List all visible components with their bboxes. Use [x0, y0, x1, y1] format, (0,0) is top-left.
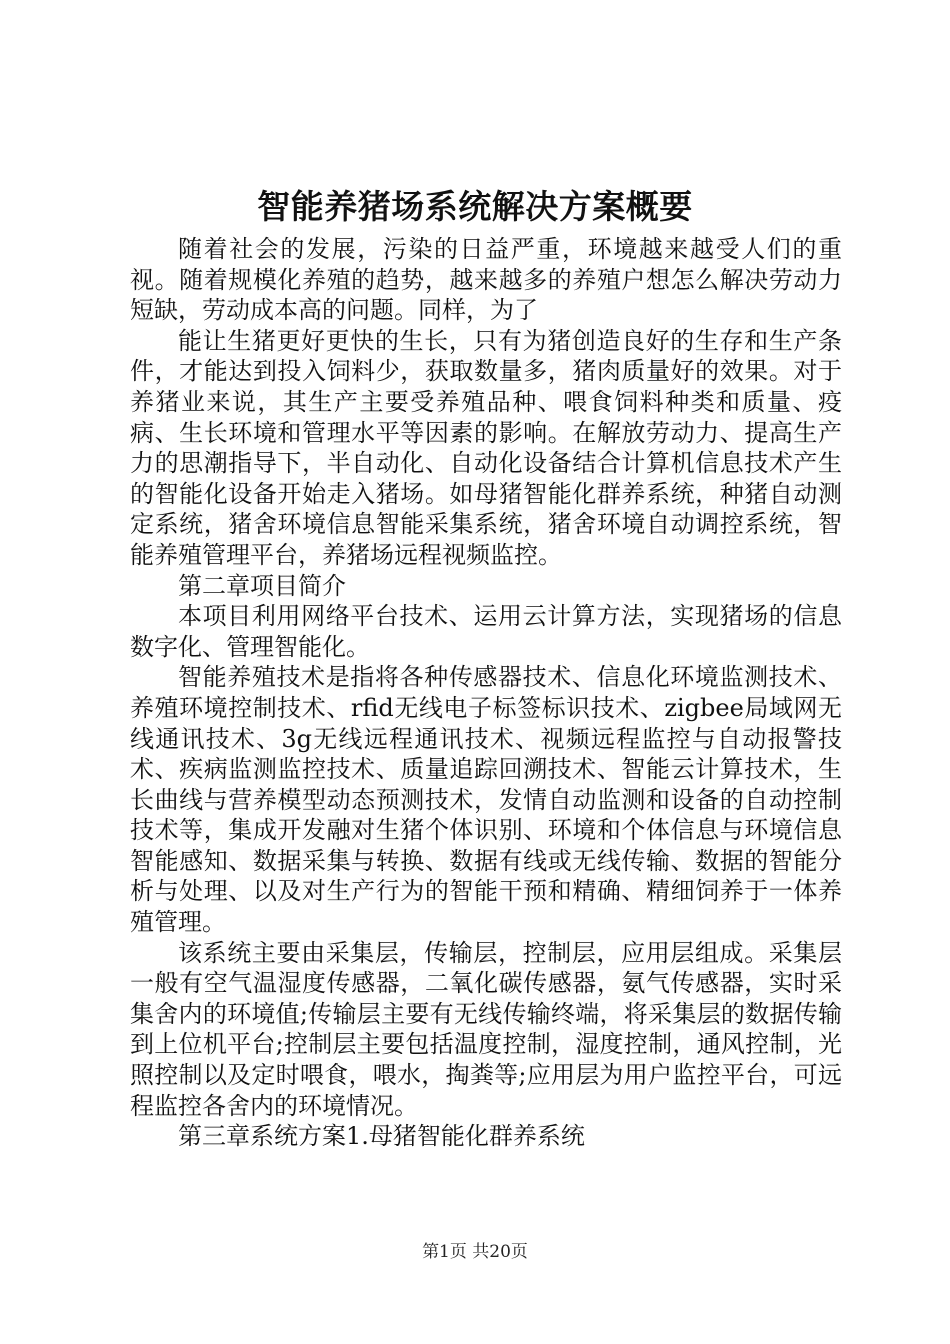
document-body [130, 234, 842, 1152]
page-number-footer: 第1页 共20页 [422, 1242, 528, 1262]
paragraph-intro: 随着社会的发展，污染的日益严重，环境越来越受人们的重视。随着规模化养殖的趋势，越来越多的养殖户想怎么解决劳动力短缺，劳动成本高的问题。同样，为了 [130, 235, 842, 325]
chapter-heading-system-plan: 第三章系统方案1.母猪智能化群养系统 [178, 1122, 585, 1151]
paragraph-project-summary: 本项目利用网络平台技术、运用云计算方法，实现猪场的信息数字化、管理智能化。 [130, 602, 842, 661]
chapter-heading-project-intro: 第二章项目简介 [178, 571, 346, 600]
paragraph-system-layers: 该系统主要由采集层，传输层，控制层，应用层组成。采集层一般有空气温湿度传感器，二氧化碳传感器，氨气传感器，实时采集舍内的环境值;传输层主要有无线传输终端，将采集层的数据传输到上位机平台;控制层主要包括温度控制，湿度控制，通风控制，光照控制以及定时喂食，喂水，掏粪等;应用层为用户监控平台，可远程监控各舍内的环境情况。 [130, 938, 842, 1120]
paragraph-background: 能让生猪更好更快的生长，只有为猪创造良好的生存和生产条件，才能达到投入饲料少，获取数量多，猪肉质量好的效果。对于养猪业来说，其生产主要受养殖品种、喂食饲料种类和质量、疫病、生长环境和管理水平等因素的影响。在解放劳动力、提高生产力的思潮指导下，半自动化、自动化设备结合计算机信息技术产生的智能化设备开始走入猪场。如母猪智能化群养系统，种猪自动测定系统，猪舍环境信息智能采集系统，猪舍环境自动调控系统，智能养殖管理平台，养猪场远程视频监控。 [130, 326, 842, 569]
document-title: 智能养猪场系统解决方案概要 [257, 187, 693, 226]
paragraph-smart-farming-tech: 智能养殖技术是指将各种传感器技术、信息化环境监测技术、养殖环境控制技术、rfid无线电子标签标识技术、zigbee局域网无线通讯技术、3g无线远程通讯技术、视频远程监控与自动报警技术、疾病监测监控技术、质量追踪回溯技术、智能云计算技术，生长曲线与营养模型动态预测技术，发情自动监测和设备的自动控制技术等，集成开发融对生猪个体识别、环境和个体信息与环境信息智能感知、数据采集与转换、数据有线或无线传输、数据的智能分析与处理、以及对生产行为的智能干预和精确、精细饲养于一体养殖管理。 [130, 663, 842, 937]
